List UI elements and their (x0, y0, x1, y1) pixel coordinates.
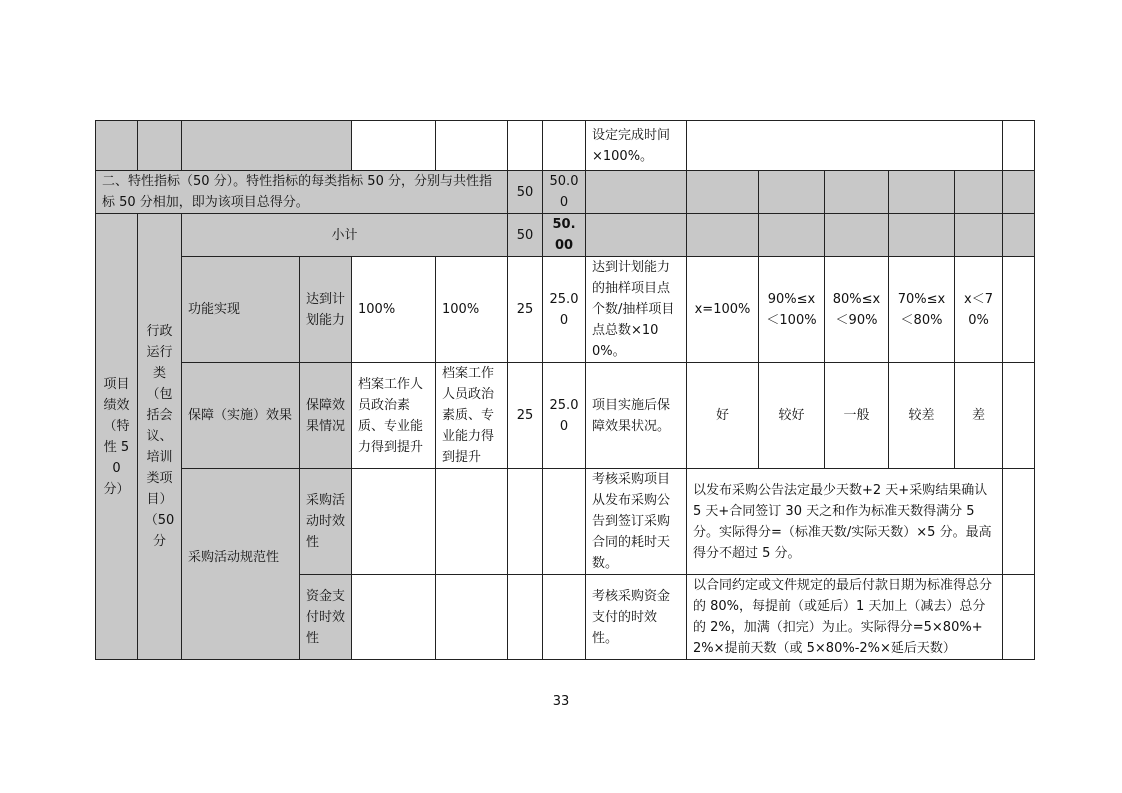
sub-indicator-name: 采购活动时效性 (300, 469, 352, 575)
weight-cell: 50 (508, 171, 543, 214)
table-cell (1003, 363, 1035, 469)
target-value: 100% (352, 257, 436, 363)
score-cell: 25.00 (543, 363, 586, 469)
indicator-name: 功能实现 (182, 257, 300, 363)
scoring-rule: 以发布采购公告法定最少天数+2 天+采购结果确认 5 天+合同签订 30 天之和作为标准天数得满分 5 分。实际得分=（标准天数/实际天数）×5 分。最高得分不超过 5 分。 (687, 469, 1003, 575)
grade-cell: 一般 (825, 363, 889, 469)
table-cell (436, 575, 508, 660)
score-cell: 50.00 (543, 171, 586, 214)
sub-indicator-name: 达到计划能力 (300, 257, 352, 363)
grade-cell: 90%≤x＜100% (759, 257, 825, 363)
table-cell (1003, 214, 1035, 257)
table-row (96, 257, 1035, 363)
grade-cell: x=100% (687, 257, 759, 363)
table-cell (96, 121, 138, 171)
table-cell (508, 575, 543, 660)
table-cell (889, 214, 955, 257)
sub-indicator-name: 保障效果情况 (300, 363, 352, 469)
table-row (96, 363, 1035, 469)
scoring-rule: 以合同约定或文件规定的最后付款日期为标准得总分的 80%，每提前（或延后）1 天加上（减去）总分的 2%，加满（扣完）为止。实际得分=5×80%+2%×提前天数（或 5×80%-2%×延后天数） (687, 575, 1003, 660)
grade-cell: 较差 (889, 363, 955, 469)
table-cell (1003, 171, 1035, 214)
grade-cell: 较好 (759, 363, 825, 469)
description-cell: 达到计划能力的抽样项目点个数/抽样项目点总数×100%。 (586, 257, 687, 363)
table-cell (352, 575, 436, 660)
formula-cell: 设定完成时间×100%。 (586, 121, 687, 171)
indicator-name: 保障（实施）效果 (182, 363, 300, 469)
grade-cell: 80%≤x＜90% (825, 257, 889, 363)
level2-category: 行政运行类（包括会议、培训类项目）（50 分 (138, 214, 182, 660)
table-cell (955, 214, 1003, 257)
level1-indicator: 项目绩效（特性 50 分） (96, 214, 138, 660)
description-cell: 考核采购资金支付的时效性。 (586, 575, 687, 660)
indicator-name: 采购活动规范性 (182, 469, 300, 660)
table-row (96, 214, 1035, 257)
score-cell: 50.00 (543, 214, 586, 257)
weight-cell: 25 (508, 363, 543, 469)
table-cell (759, 214, 825, 257)
performance-table (95, 120, 1035, 660)
description-cell: 项目实施后保障效果状况。 (586, 363, 687, 469)
grade-cell: 好 (687, 363, 759, 469)
table-row (96, 469, 1035, 575)
table-cell (1003, 257, 1035, 363)
subtotal-label: 小计 (182, 214, 508, 257)
table-cell (138, 121, 182, 171)
table-cell (543, 575, 586, 660)
target-value: 档案工作人员政治素质、专业能力得到提升 (352, 363, 436, 469)
table-cell (955, 171, 1003, 214)
table-cell (687, 171, 759, 214)
table-cell (436, 469, 508, 575)
table-cell (687, 121, 1003, 171)
grade-cell: 70%≤x＜80% (889, 257, 955, 363)
table-cell (508, 469, 543, 575)
weight-cell: 25 (508, 257, 543, 363)
table-cell (352, 121, 436, 171)
grade-cell: x＜70% (955, 257, 1003, 363)
table-cell (687, 214, 759, 257)
table-row (96, 171, 1035, 214)
table-cell (1003, 575, 1035, 660)
actual-value: 100% (436, 257, 508, 363)
table-cell (825, 171, 889, 214)
sub-indicator-name: 资金支付时效性 (300, 575, 352, 660)
score-cell: 25.00 (543, 257, 586, 363)
grade-cell: 差 (955, 363, 1003, 469)
table-cell (1003, 469, 1035, 575)
table-cell (182, 121, 352, 171)
page-number: 33 (552, 694, 570, 709)
table-cell (1003, 121, 1035, 171)
section-title: 二、特性指标（50 分）。特性指标的每类指标 50 分，分别与共性指标 50 分相加，即为该项目总得分。 (96, 171, 508, 214)
table-cell (352, 469, 436, 575)
description-cell: 考核采购项目从发布采购公告到签订采购合同的耗时天数。 (586, 469, 687, 575)
actual-value: 档案工作人员政治素质、专业能力得到提升 (436, 363, 508, 469)
table-cell (586, 214, 687, 257)
weight-cell: 50 (508, 214, 543, 257)
table-cell (759, 171, 825, 214)
table-cell (508, 121, 543, 171)
table-row (96, 121, 1035, 171)
table-cell (825, 214, 889, 257)
table-cell (436, 121, 508, 171)
table-cell (543, 121, 586, 171)
table-cell (889, 171, 955, 214)
table-cell (586, 171, 687, 214)
table-cell (543, 469, 586, 575)
